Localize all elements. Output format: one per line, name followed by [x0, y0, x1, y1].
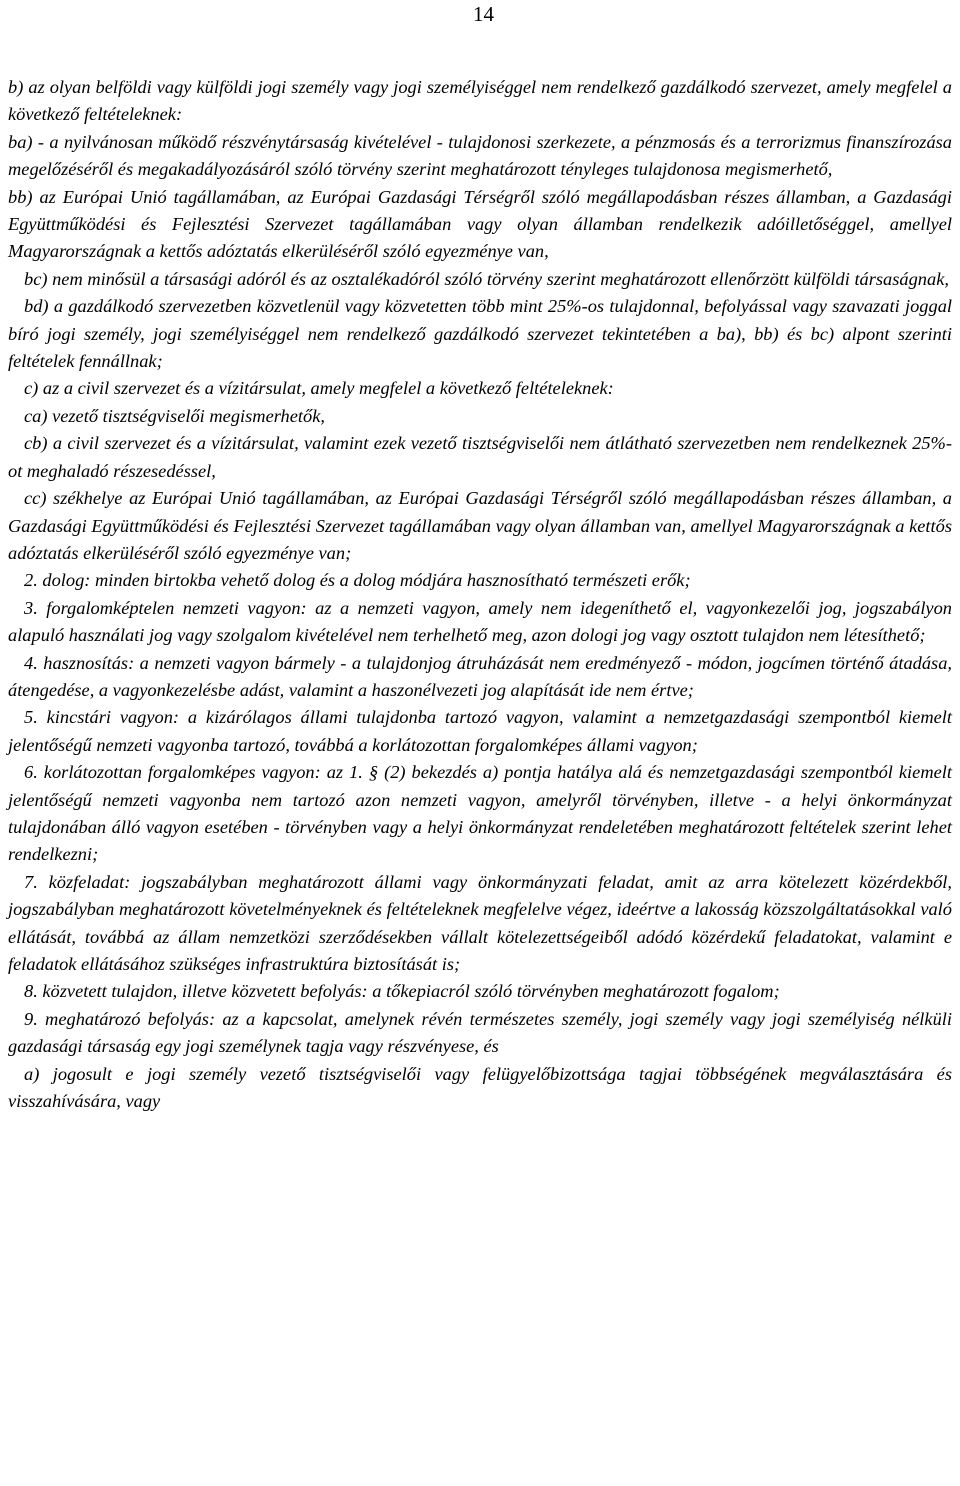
- paragraph-c: c) az a civil szervezet és a vízitársulat, amely megfelel a következő feltételeknek:: [24, 378, 614, 399]
- document-body: [8, 74, 952, 1115]
- definition-4-hasznositas: 4. hasznosítás: a nemzeti vagyon bármely - a tulajdonjog átruházását nem eredményező - módon, jogcímen történő átadása, átengedése, a vagyonkezelésbe adást, valamint a haszonélvezeti jog alapítását ide nem értve;: [8, 652, 952, 700]
- paragraph-b: b) az olyan belföldi vagy külföldi jogi személy vagy jogi személyiséggel nem rendelkező gazdálkodó szervezet, amely megfelel a következő feltételeknek:: [8, 77, 952, 125]
- paragraph-ba: ba) - a nyilvánosan működő részvénytársaság kivételével - tulajdonosi szerkezete, a pénzmosás és a terrorizmus finanszírozása megelőzéséről és megakadályozásáról szóló törvény szerint meghatározott tényleges tulajdonosa megismerhető,: [8, 131, 952, 180]
- paragraph-bc: bc) nem minősül a társasági adóról és az osztalékadóról szóló törvény szerint meghatározott ellenőrzött külföldi társaságnak,: [24, 268, 949, 289]
- definition-6-korlatozottan-forgalomkepes: 6. korlátozottan forgalomképes vagyon: az 1. § (2) bekezdés a) pontja hatálya alá és nemzetgazdasági szempontból kiemelt jelentőségű nemzeti vagyonba nem tartozó azon nemzeti vagyon, amelyről törvényben, illetve - a helyi önkormányzat tulajdonában álló vagyon esetében - törvényben vagy a helyi önkormányzat rendeletében meghatározott feltételek szerint lehet rendelkezni;: [8, 762, 952, 865]
- page-number: 14: [473, 2, 494, 26]
- definition-8-kozvetett-tulajdon: 8. közvetett tulajdon, illetve közvetett befolyás: a tőkepiacról szóló törvényben meghatározott fogalom;: [24, 981, 780, 1002]
- definition-9a: a) jogosult e jogi személy vezető tisztségviselői vagy felügyelőbizottsága tagjai többségének megválasztására és visszahívására, vagy: [8, 1063, 952, 1112]
- paragraph-cc: cc) székhelye az Európai Unió tagállamában, az Európai Gazdasági Térségről szóló megállapodásban részes államban, a Gazdasági Együttműködési és Fejlesztési Szervezet tagállamában vagy olyan államban van, amellyel Magyarországnak a kettős adóztatás elkerüléséről szóló egyezménye van;: [8, 488, 952, 563]
- definition-7-kozfeladat: 7. közfeladat: jogszabályban meghatározott állami vagy önkormányzati feladat, amit az arra kötelezett közérdekből, jogszabályban meghatározott követelményeknek és feltételeknek megfelelve végez, ideértve a lakosság közszolgáltatásokkal való ellátását, továbbá az állam nemzetközi szerződésekben vállalt kötelezettségeiből adódó közérdekű feladatokat, valamint e feladatok ellátásához szükséges infrastruktúra biztosítását is;: [8, 871, 952, 974]
- paragraph-cb: cb) a civil szervezet és a vízitársulat, valamint ezek vezető tisztségviselői nem átlátható szervezetben nem rendelkeznek 25%-ot meghaladó részesedéssel,: [8, 433, 952, 481]
- paragraph-bd: bd) a gazdálkodó szervezetben közvetlenül vagy közvetetten több mint 25%-os tulajdonnal, befolyással vagy szavazati joggal bíró jogi személy, jogi személyiséggel nem rendelkező gazdálkodó szervezet tekintetében a ba), bb) és bc) alpont szerinti feltételek fennállnak;: [8, 296, 952, 372]
- definition-5-kincstari-vagyon: 5. kincstári vagyon: a kizárólagos állami tulajdonba tartozó vagyon, valamint a nemzetgazdasági szempontból kiemelt jelentőségű nemzeti vagyonba tartozó, továbbá a korlátozottan forgalomképes állami vagyon;: [8, 707, 952, 755]
- definition-2-dolog: 2. dolog: minden birtokba vehető dolog és a dolog módjára hasznosítható természeti erők;: [24, 570, 691, 591]
- paragraph-ca: ca) vezető tisztségviselői megismerhetők,: [24, 405, 325, 426]
- definition-9-meghatarozo-befolyas: 9. meghatározó befolyás: az a kapcsolat, amelynek révén természetes személy, jogi személy vagy jogi személyiség nélküli gazdasági társaság egy jogi személynek tagja vagy részvényese, és: [8, 1008, 952, 1057]
- paragraph-bb: bb) az Európai Unió tagállamában, az Európai Gazdasági Térségről szóló megállapodásban részes államban, a Gazdasági Együttműködési és Fejlesztési Szervezet tagállamában vagy olyan államban rendelkezik adóilletőséggel, amellyel Magyarországnak a kettős adóztatás elkerüléséről szóló egyezménye van,: [8, 186, 952, 262]
- definition-3-forgalomkeptelen: 3. forgalomképtelen nemzeti vagyon: az a nemzeti vagyon, amely nem idegeníthető el, vagyonkezelői jog, jogszabályon alapuló használati jog vagy szolgalom kivételével nem terhelhető meg, azon dologi jog vagy osztott tulajdon nem létesíthető;: [8, 597, 952, 646]
